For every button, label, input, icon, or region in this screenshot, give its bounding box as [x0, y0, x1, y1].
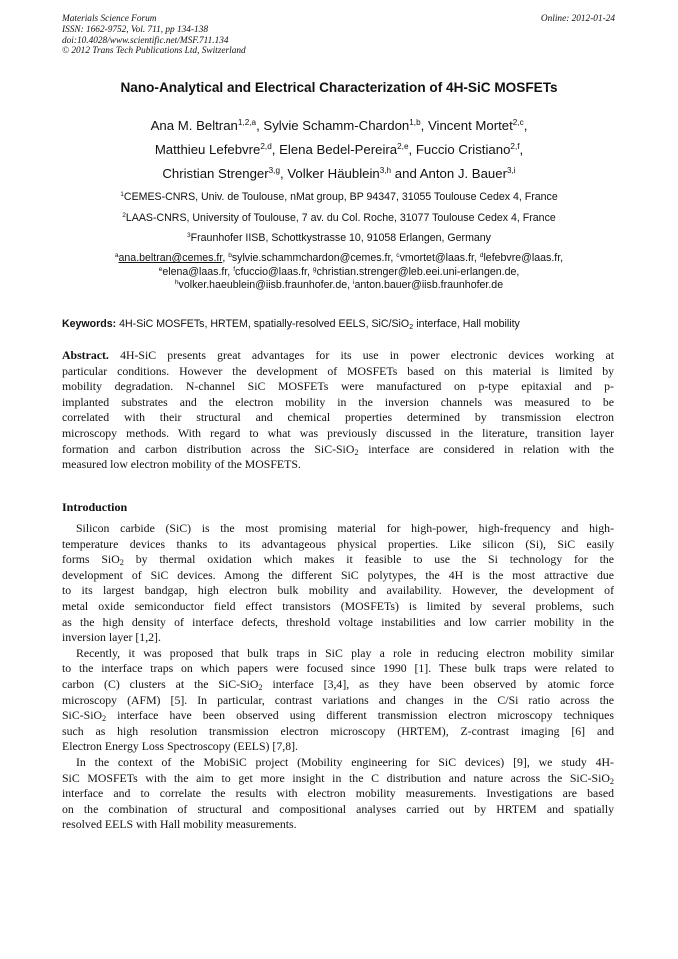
author-name: Fuccio Cristiano	[415, 142, 511, 157]
intro-text: SiC MOSFETs with the aim to get more insight in the C distribution and nature across the SiC-SiO	[62, 770, 610, 785]
intro-sub: 2	[119, 558, 124, 568]
intro-line	[62, 708, 614, 724]
affiliation-sup: 3	[187, 231, 191, 239]
author-comma: ,	[420, 118, 425, 133]
email-sup: b	[228, 251, 232, 259]
affiliation-text: Fraunhofer IISB, Schottkystrasse 10, 91058 Erlangen, Germany	[190, 232, 491, 244]
author-name: Christian Strenger	[162, 166, 269, 181]
author-comma: ,	[280, 166, 284, 181]
email-line-1: $^a$ana.beltran@cemes.fr, $^b$sylvie.schammchardon@cemes.fr, $^c$vmortet@laas.fr, $^d$lefebvre@laas.fr,	[114, 251, 564, 264]
author-sup: 1,2,a	[237, 117, 257, 127]
abstract-text: formation and carbon distribution across the SiC-SiO	[62, 441, 355, 456]
intro-line: Electron Energy Loss Spectroscopy (EELS) [7,8].	[62, 739, 298, 754]
author-sup: 3,i	[506, 165, 516, 175]
intro-line: on the combination of structural and compositional analyses carried out by HRTEM and spatially	[62, 801, 614, 816]
author-comma: ,	[256, 118, 260, 133]
author-sup: 2,d	[260, 141, 272, 151]
journal-doi: doi:10.4028/www.scientific.net/MSF.711.134	[62, 35, 229, 46]
keywords-text-end: interface, Hall mobility	[416, 318, 520, 330]
author-name: Sylvie Schamm-Chardon	[263, 118, 410, 133]
intro-line: to the interface traps on which papers were focused since 1990 [1]. These bulk traps were related to	[62, 661, 614, 676]
abstract-line	[62, 442, 614, 458]
intro-line	[62, 677, 614, 693]
intro-line: temperature devices thanks to its advantageous physical properties. Like silicon (Si), SiC easily	[62, 536, 614, 551]
email-sup: f	[233, 265, 236, 273]
author-sup: 3,g	[268, 165, 281, 175]
intro-line: Recently, it was proposed that bulk traps in SiC play a role in reducing electron mobility similar	[76, 645, 614, 660]
author-sup: 2,c	[512, 117, 524, 127]
journal-issn: ISSN: 1662-9752, Vol. 711, pp 134-138	[62, 24, 208, 35]
email-line-3: $^h$volker.haeublein@iisb.fraunhofer.de, $^i$anton.bauer@iisb.fraunhofer.de	[174, 279, 504, 292]
author-name: Elena Bedel-Pereira	[279, 142, 398, 157]
journal-header	[62, 14, 246, 57]
intro-text: carbon (C) clusters at the SiC-SiO	[62, 676, 259, 691]
affiliations	[40, 187, 638, 249]
email-link[interactable]: volker.haeublein@iisb.fraunhofer.de	[178, 279, 348, 292]
email-link[interactable]: sylvie.schammchardon@cemes.fr	[231, 252, 391, 264]
intro-text: by thermal oxidation which makes it feasible to use the Si technology for the	[123, 552, 614, 567]
author-sup: 2,e	[397, 141, 409, 151]
author-name: Volker Häublein	[287, 166, 380, 181]
author-list	[40, 114, 638, 186]
keywords-text: 4H-SiC MOSFETs, HRTEM, spatially-resolved EELS, SiC/SiO	[119, 318, 410, 330]
email-link[interactable]: ana.beltran@cemes.fr	[118, 252, 223, 264]
affiliation-text: CEMES-CNRS, Univ. de Toulouse, nMat group, BP 94347, 31055 Toulouse Cedex 4, France	[123, 191, 558, 203]
abstract-line	[62, 348, 614, 364]
email-list	[40, 252, 638, 293]
intro-text: SiC-SiO	[62, 708, 102, 723]
intro-line	[62, 771, 614, 787]
abstract-line: correlated with their structural and chemical properties determined by transmission electron	[62, 410, 614, 425]
section-heading: Introduction	[62, 500, 128, 514]
intro-line: resolved EELS with Hall mobility measurements.	[62, 817, 297, 832]
author-comma: ,	[523, 118, 528, 133]
author-name: Matthieu Lefebvre	[154, 142, 261, 157]
affiliation	[40, 208, 638, 229]
intro-sub: 2	[609, 776, 614, 786]
email-sup: c	[396, 251, 400, 259]
online-date: Online: 2012-01-24	[540, 14, 615, 24]
intro-text: interface have been observed using different transmission electron microscopy techniques	[106, 708, 614, 723]
intro-line: to its largest bandgap, high electron bulk mobility and availability. However, the development of	[62, 583, 614, 598]
intro-line	[62, 552, 614, 568]
abstract-line: microscopy methods. With regard to what was previously discussed in the literature, transition layer	[62, 425, 614, 440]
intro-line: as the high density of interface defects, threshold voltage instabilities and low carrier mobility in the	[62, 614, 614, 629]
affiliation	[40, 187, 638, 208]
intro-line: such as high resolution transmission electron microscopy (HRTEM), Z-contrast imaging [6] and	[62, 723, 614, 738]
intro-line: inversion layer [1,2].	[62, 630, 161, 645]
email-link[interactable]: anton.bauer@iisb.fraunhofer.de	[354, 279, 504, 292]
author-name: Vincent Mortet	[427, 118, 513, 133]
intro-text: interface [3,4], as they have been observed by atomic force	[262, 676, 615, 691]
intro-line: metal oxide semiconductor field effect transistors (MOSFETs) is limited by several problems, such	[62, 598, 614, 613]
intro-sub: 2	[102, 714, 107, 724]
abstract	[62, 348, 614, 473]
author-line-1	[40, 114, 638, 138]
affiliation	[40, 228, 638, 249]
email-link[interactable]: vmortet@laas.fr	[399, 252, 474, 264]
email-link[interactable]: lefebvre@laas.fr	[483, 252, 561, 264]
author-line-2	[40, 138, 638, 162]
author-line-3	[40, 162, 638, 186]
author-sup: 2,f	[510, 141, 520, 151]
keywords-label: Keywords:	[62, 318, 117, 330]
abstract-line: mobility degradation. N-channel SiC MOSFETs were manufactured on p-type epitaxial and p-	[62, 379, 614, 394]
intro-sub: 2	[258, 683, 263, 692]
abstract-text: 4H-SiC presents great advantages for its use in power electronic devices working at	[120, 348, 615, 362]
intro-line: microscopy (AFM) [5]. In particular, contrast variations and changes in the C/Si ratio across the	[62, 692, 614, 707]
email-sup: e	[158, 265, 163, 273]
email-sup: h	[174, 279, 179, 287]
author-comma: ,	[408, 142, 413, 157]
affiliation-text: LAAS-CNRS, University of Toulouse, 7 av. du Col. Roche, 31077 Toulouse Cedex 4, France	[125, 211, 556, 224]
intro-line: Silicon carbide (SiC) is the most promising material for high-power, high-frequency and high-	[76, 521, 614, 535]
abstract-line: implanted substrates and the electron mobility in the inversion channels was measured to be	[62, 394, 614, 409]
affiliation-sup: 2	[122, 211, 126, 219]
journal-name: Materials Science Forum	[62, 14, 157, 24]
email-link[interactable]: christian.strenger@leb.eei.uni-erlangen.de	[316, 265, 517, 278]
email-sup: g	[312, 265, 317, 273]
author-name: Anton J. Bauer	[419, 166, 507, 181]
intro-text: forms SiO	[62, 552, 120, 567]
abstract-line: particular conditions. However the development of MOSFETs based on this material is limited by	[62, 363, 614, 378]
abstract-label: Abstract.	[62, 348, 109, 362]
abstract-line: measured low electron mobility of the MOSFETS.	[62, 457, 301, 472]
author-sup: 3,h	[379, 165, 392, 175]
email-sup: a	[114, 251, 119, 259]
author-comma: ,	[519, 142, 524, 157]
email-link[interactable]: cfuccio@laas.fr	[235, 265, 308, 278]
abstract-text: interface are considered in relation with the	[358, 441, 614, 456]
keywords	[62, 318, 622, 330]
author-and: and	[394, 166, 417, 181]
intro-line: interface and to correlate the results with electron mobility measurements. Investigations are based	[62, 786, 614, 801]
keywords-sub: 2	[409, 321, 414, 331]
author-sup: 1,b	[409, 117, 421, 127]
email-link[interactable]: elena@laas.fr	[162, 265, 228, 278]
intro-line: In the context of the MobiSiC project (Mobility engineering for SiC devices) [9], we study 4H-	[76, 754, 614, 769]
author-name: Ana M. Beltran	[150, 118, 238, 133]
author-comma: ,	[271, 142, 276, 157]
abstract-sub: 2	[354, 447, 359, 457]
journal-copyright: © 2012 Trans Tech Publications Ltd, Switzerland	[62, 46, 246, 57]
email-sup: d	[479, 251, 484, 259]
email-sup: i	[353, 279, 355, 287]
affiliation-sup: 1	[120, 190, 124, 198]
email-line-2: $^e$elena@laas.fr, $^f$cfuccio@laas.fr, $^g$christian.strenger@leb.eei.uni-erlangen.de,	[158, 265, 520, 278]
intro-line: development of SiC devices. Among the different SiC polytypes, the 4H is the most attractive due	[62, 567, 614, 582]
paper-title: Nano-Analytical and Electrical Characterization of 4H-SiC MOSFETs	[120, 80, 558, 95]
introduction-body	[62, 521, 614, 833]
